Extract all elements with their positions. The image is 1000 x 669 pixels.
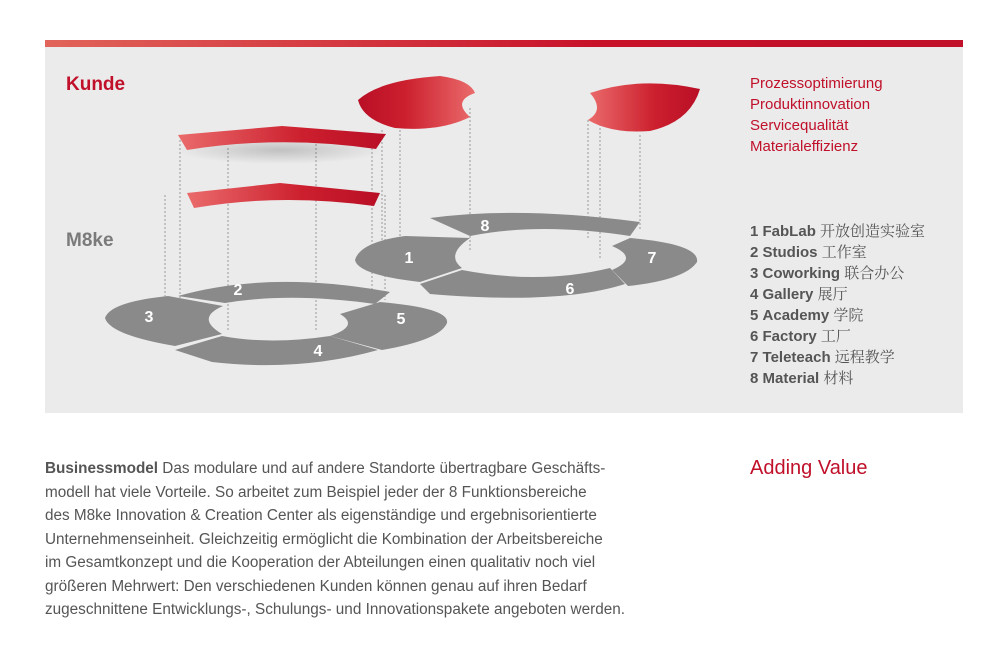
areas-list: [750, 221, 925, 389]
area-item: 3 Coworking 联合办公: [750, 265, 905, 282]
segment-number-1: 1: [404, 250, 414, 267]
benefit-item: Produktinnovation: [750, 96, 871, 113]
paragraph-line: modell hat viele Vorteile. So arbeitet zum Beispiel jeder der 8 Funktionsbereiche: [45, 483, 587, 501]
paragraph-line: des M8ke Innovation & Creation Center als eigenständige und ergebnisorientierte: [45, 507, 597, 524]
segment-number-8: 8: [480, 218, 490, 235]
area-item: 5 Academy 学院: [750, 307, 864, 324]
area-item: 6 Factory 工厂: [750, 328, 851, 345]
segment-number-6: 6: [565, 281, 575, 298]
hub-label: M8ke: [66, 230, 114, 251]
side-heading: Adding Value: [750, 457, 868, 479]
benefit-item: Materialeffizienz: [750, 138, 859, 155]
customer-shapes: [175, 76, 700, 208]
customer-label: Kunde: [66, 74, 126, 95]
benefit-item: Prozessoptimierung: [750, 75, 883, 92]
paragraph-line: größeren Mehrwert: Den verschiedenen Kunden können genau auf ihren Bedarf: [45, 577, 587, 595]
paragraph-lead: Businessmodel: [45, 460, 159, 477]
area-item: 7 Teleteach 远程教学: [750, 349, 895, 366]
benefit-item: Servicequalität: [750, 117, 849, 134]
customer-arc-mid-left: [187, 183, 380, 208]
benefits-list: [750, 73, 883, 157]
paragraph-line: Unternehmenseinheit. Gleichzeitig ermöglicht die Kombination der Arbeitsbereiche: [45, 530, 603, 548]
segment-number-3: 3: [144, 309, 154, 326]
segment-number-5: 5: [396, 311, 406, 328]
segment-number-7: 7: [647, 250, 657, 267]
area-item: 1 FabLab 开放创造实验室: [750, 223, 926, 240]
paragraph-line: im Gesamtkonzept und die Kooperation der Abteilungen einen qualitativ noch viel: [45, 554, 596, 571]
area-item: 2 Studios 工作室: [750, 244, 867, 261]
segment-number-4: 4: [313, 343, 323, 360]
paragraph-line: zugeschnittene Entwicklungs-, Schulungs- und Innovationspakete angeboten werden.: [45, 601, 625, 618]
area-item: 4 Gallery 展厅: [750, 286, 848, 303]
business-model-paragraph: Businessmodel Das modulare und auf andere Standorte übertragbare Geschäfts- modell hat viele Vorteile. So arbeitet zum Beispiel jeder der 8 Funktionsbereiche des M8ke Innovation & Creation Center als eigenständige und ergebnisorientierte Unternehmenseinheit. Gleichzeitig ermöglicht die Kombination der Arbeitsbereiche im Gesamtkonzept und die Kooperation der Abteilungen einen qualitativ noch viel größeren Mehrwert: Den verschiedenen Kunden können genau auf ihren Bedarf zugeschnittene Entwicklungs-, Schulungs- und Innovationspakete angeboten werden.: [45, 457, 745, 622]
area-item: 8 Material 材料: [750, 370, 854, 387]
customer-petal-right: [588, 83, 700, 131]
segment-number-2: 2: [233, 282, 243, 299]
customer-petal-center: [358, 76, 475, 129]
